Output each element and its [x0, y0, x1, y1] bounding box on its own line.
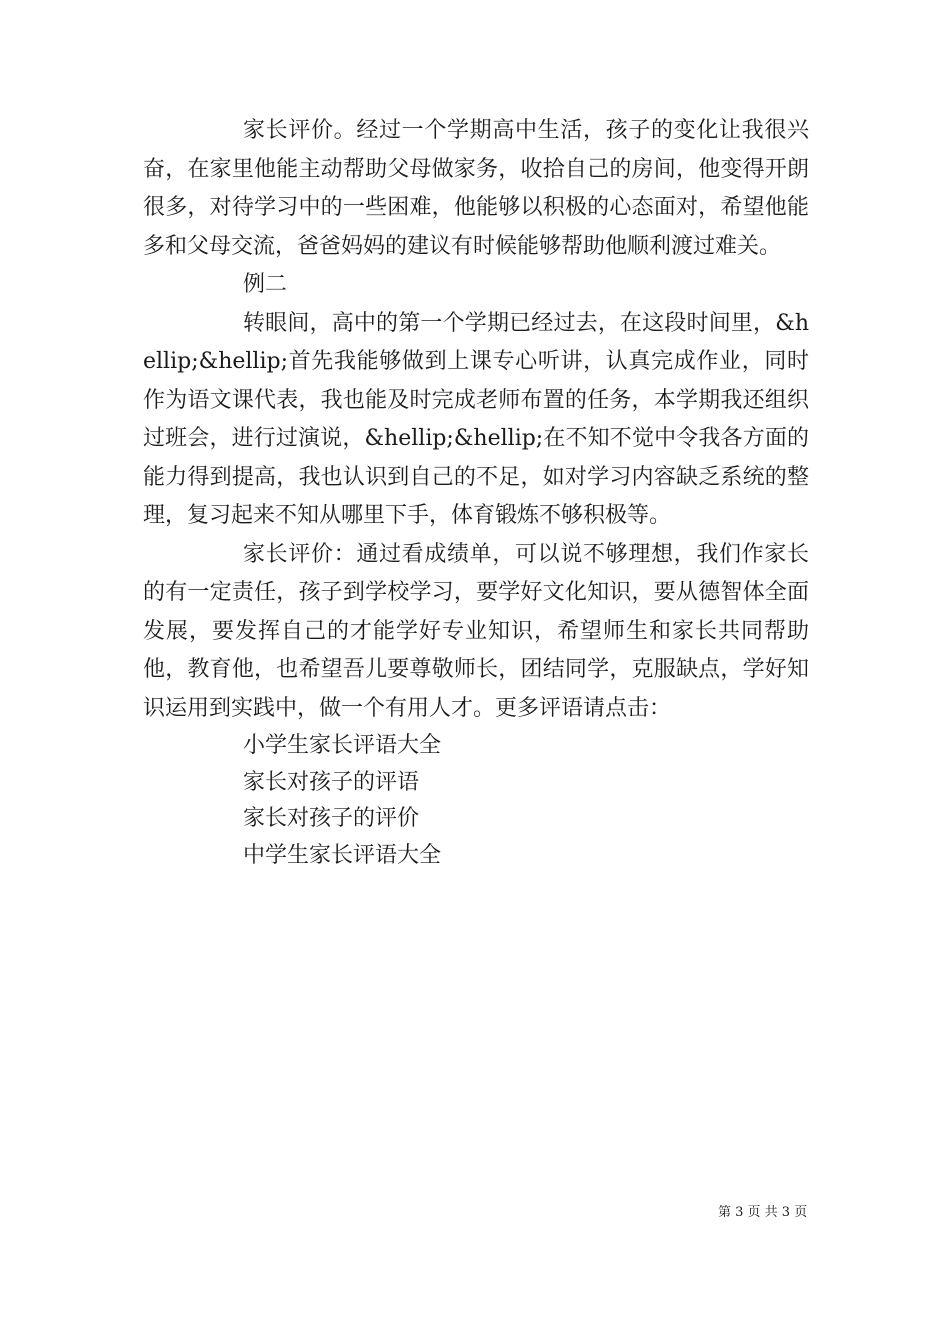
related-link-parent-evaluation-of-child[interactable]: 家长对孩子的评价 — [243, 806, 420, 831]
related-link-middle-school-comments[interactable]: 中学生家长评语大全 — [243, 842, 442, 868]
example-two-heading: 例二 — [243, 272, 288, 297]
parent-comment-paragraph-1: 家长评价。经过一个学期高中生活，孩子的变化让我很兴奋，在家里他能主动帮助父母做家务，收拾自己的房间，他变得开朗很多，对待学习中的一些困难，他能够以积极的心态面对，希望他能多和父母交流，爸爸妈妈的建议有时候能够帮助他顺利渡过难关。 — [143, 118, 809, 259]
document-body — [143, 112, 809, 874]
student-summary-paragraph: 转眼间，高中的第一个学期已经过去，在这段时间里，&hellip;&hellip;首先我能够做到上课专心听讲，认真完成作业，同时作为语文课代表，我也能及时完成老师布置的任务，本学期我还组织过班会，进行过演说，&hellip;&hellip;在不知不觉中令我各方面的能力得到提高，我也认识到自己的不足，如对学习内容缺乏系统的整理，复习起来不知从哪里下手，体育锻炼不够积极等。 — [143, 310, 809, 528]
related-link-primary-school-comments[interactable]: 小学生家长评语大全 — [243, 733, 442, 758]
parent-comment-paragraph-2: 家长评价：通过看成绩单，可以说不够理想，我们作家长的有一定责任，孩子到学校学习，要学好文化知识，要从德智体全面发展，要发挥自己的才能学好专业知识，希望师生和家长共同帮助他，教育他，也希望吾儿要尊敬师长，团结同学，克服缺点，学好知识运用到实践中，做一个有用人才。更多评语请点击： — [143, 541, 809, 721]
related-links-list — [143, 728, 809, 874]
related-link-parent-comments-to-child[interactable]: 家长对孩子的评语 — [243, 769, 420, 795]
page-number-footer: 第 3 页 共 3 页 — [718, 1205, 808, 1220]
